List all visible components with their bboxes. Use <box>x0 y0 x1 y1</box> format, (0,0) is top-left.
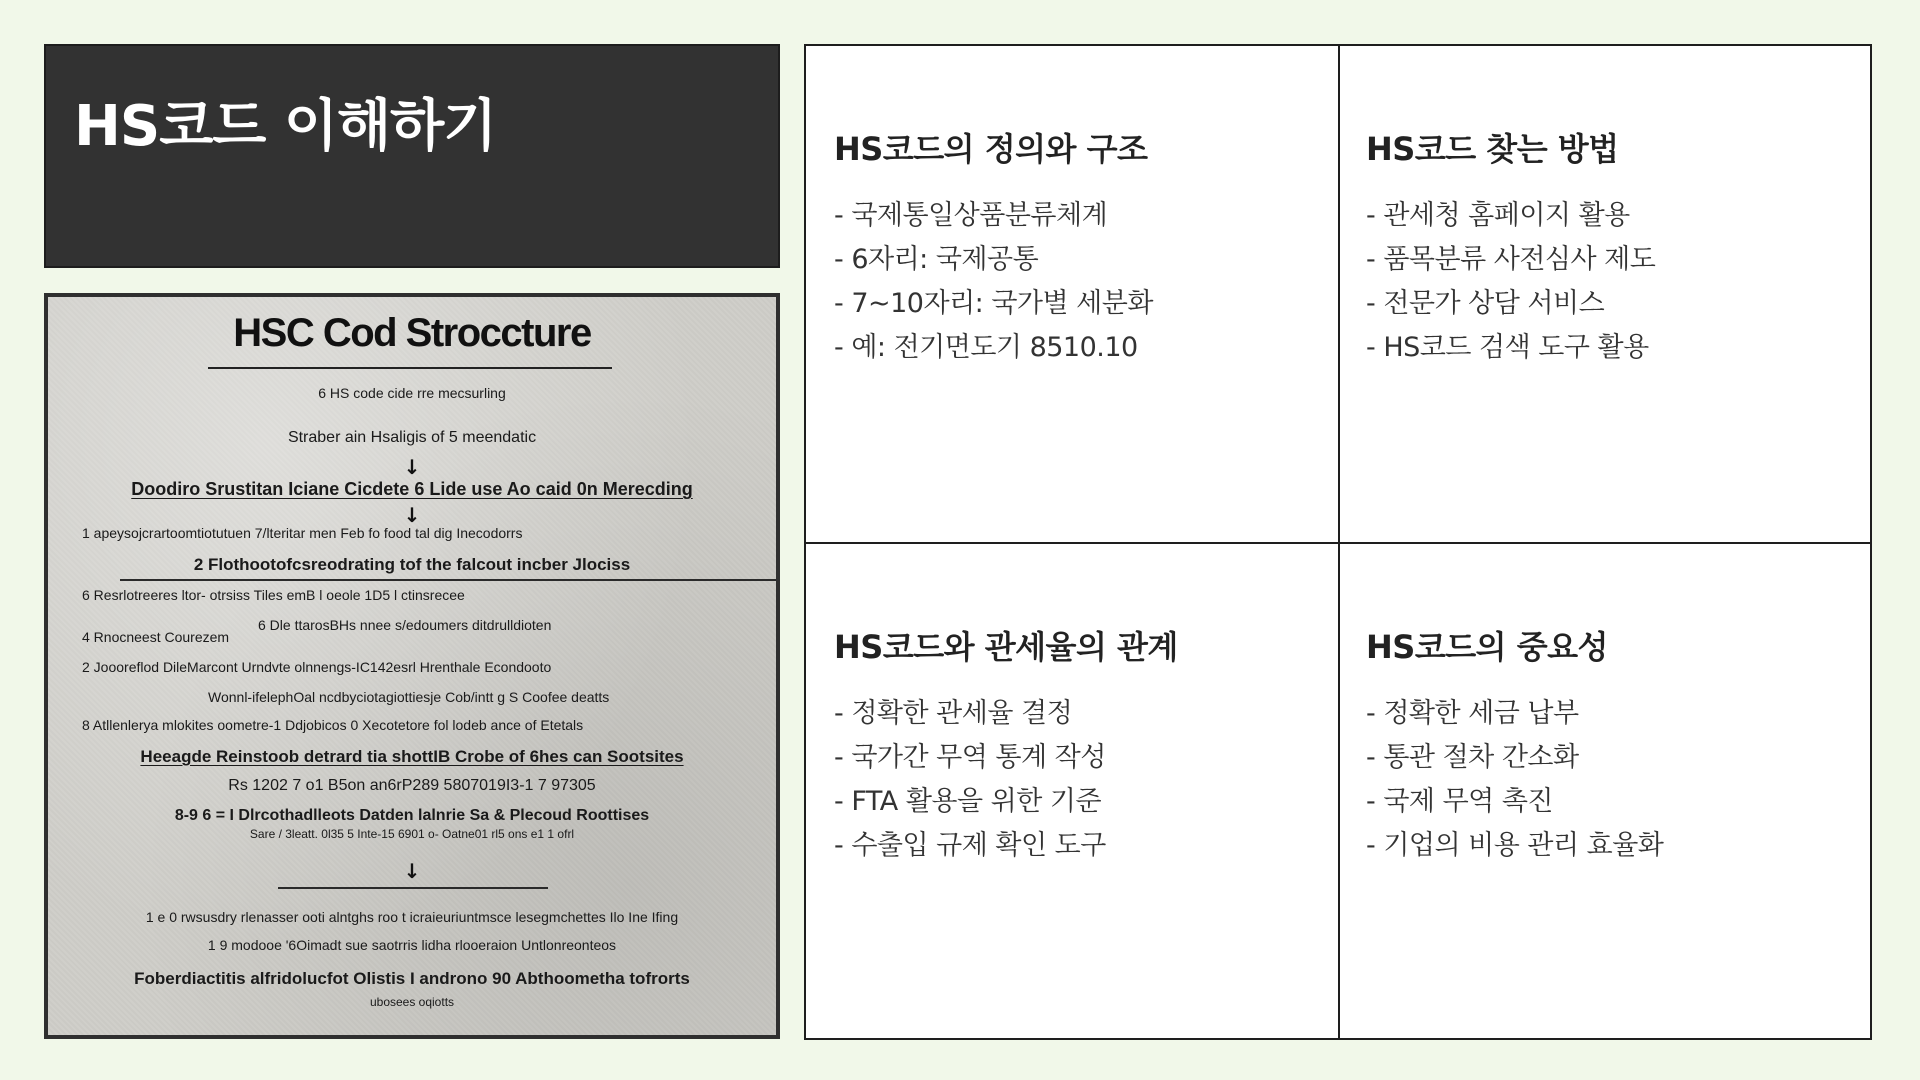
panel-definition <box>834 124 1334 370</box>
panel-title: HS코드와 관세율의 관계 <box>834 628 1178 666</box>
panel-title: HS코드의 정의와 구조 <box>834 130 1148 168</box>
image-rule <box>278 887 548 889</box>
image-text-line: 1 apeysojcrartoomtiotutuen 7/lteritar men Feb fo food tal dig Inecodorrs <box>82 525 523 541</box>
list-item: - 6자리: 국제공통 <box>834 244 1039 275</box>
list-item: - 품목분류 사전심사 제도 <box>1366 244 1656 275</box>
image-text-line: Straber ain Hsaligis of 5 meendatic <box>287 429 537 446</box>
down-arrow-icon: ↓ <box>403 859 421 883</box>
list-item: - 통관 절차 간소화 <box>1366 742 1579 773</box>
panel-title: HS코드의 중요성 <box>1366 628 1608 666</box>
list-item: - 국제통일상품분류체계 <box>834 200 1108 231</box>
image-text-line: Sare / 3leatt. 0l35 5 Inte-15 6901 o- Oatne01 rl5 ons e1 1 ofrl <box>249 827 575 841</box>
image-text-line: 2 Joooreflod DileMarcont Urndvte olnnengs-IC142esrl Hrenthale Econdooto <box>82 659 552 675</box>
image-text-line: 4 Rnocneest Courezem <box>82 629 230 645</box>
slide-title: HS코드 이해하기 <box>74 94 497 159</box>
list-item: - 관세청 홈페이지 활용 <box>1366 200 1630 231</box>
image-text-line: Rs 1202 7 o1 B5on an6rP289 5807019I3-1 7 97305 <box>228 777 596 794</box>
panel-tariff-relation <box>834 622 1334 868</box>
hs-code-structure-image <box>44 293 780 1039</box>
image-text-line: Doodiro Srustitan Iciane Cicdete 6 Lide use Ao caid 0n Merecding <box>131 479 693 499</box>
image-text-line: 2 Flothootofcsreodrating tof the falcout incber Jlociss <box>193 555 631 574</box>
list-item: - 정확한 세금 납부 <box>1366 698 1579 729</box>
down-arrow-icon: ↓ <box>403 455 421 479</box>
list-item: - 기업의 비용 관리 효율화 <box>1366 830 1664 861</box>
image-title: HSC Cod Stroccture <box>233 311 591 355</box>
list-item: - 수출입 규제 확인 도구 <box>834 830 1106 861</box>
content-grid <box>804 44 1872 1040</box>
image-text-line: ubosees oqiotts <box>369 995 455 1009</box>
image-text-line: 8 Atllenlerya mlokites oometre-1 Ddjobicos 0 Xecotetore fol lodeb ance of Etetals <box>82 717 584 733</box>
panel-list <box>1366 194 1866 370</box>
list-item: - 국가간 무역 통계 작성 <box>834 742 1106 773</box>
panel-list <box>834 194 1334 370</box>
list-item: - 전문가 상담 서비스 <box>1366 288 1605 319</box>
list-item: - 정확한 관세율 결정 <box>834 698 1073 729</box>
list-item: - 국제 무역 촉진 <box>1366 786 1553 817</box>
panel-list <box>1366 692 1866 868</box>
image-text-line: 6 HS code cide rre mecsurling <box>318 385 506 401</box>
title-box <box>44 44 780 268</box>
image-text-line: 6 Dle ttarosBHs nnee s/edoumers ditdrulldioten <box>258 617 552 633</box>
list-item: - 예: 전기면도기 8510.10 <box>834 332 1138 363</box>
image-text-line: 6 Resrlotreeres ltor- otrsiss Tiles emB l oeole 1D5 l ctinsrecee <box>82 587 465 603</box>
list-item: - HS코드 검색 도구 활용 <box>1366 332 1649 363</box>
list-item: - 7~10자리: 국가별 세분화 <box>834 288 1153 319</box>
grid-divider-horizontal <box>806 542 1870 544</box>
down-arrow-icon: ↓ <box>403 503 421 527</box>
image-text-line: 1 e 0 rwsusdry rlenasser ooti alntghs roo t icraieuriuntmsce lesegmchettes Ilo Ine Ifing <box>145 909 679 925</box>
list-item: - FTA 활용을 위한 기준 <box>834 786 1102 817</box>
panel-importance <box>1366 622 1866 868</box>
image-title-rule <box>208 367 612 369</box>
image-text-line: 1 9 modooe '6Oimadt sue saotrris lidha rlooeraion Untlonreonteos <box>207 937 617 953</box>
image-text-line: Heeagde Reinstoob detrard tia shottIB Crobe of 6hes can Sootsites <box>140 747 684 766</box>
panel-title: HS코드 찾는 방법 <box>1366 130 1619 168</box>
image-text-line: Wonnl-ifelephOal ncdbyciotagiottiesje Cob/intt g S Coofee deatts <box>208 689 610 705</box>
image-text-line: Foberdiactitis alfridolucfot Olistis I androno 90 Abthoometha tofrorts <box>134 969 690 988</box>
image-text-line: 8-9 6 = I Dlrcothadlleots Datden lalnrie Sa & Plecoud Roottises <box>174 807 650 824</box>
image-rule <box>120 579 780 581</box>
panel-search-method <box>1366 124 1866 370</box>
panel-list <box>834 692 1334 868</box>
